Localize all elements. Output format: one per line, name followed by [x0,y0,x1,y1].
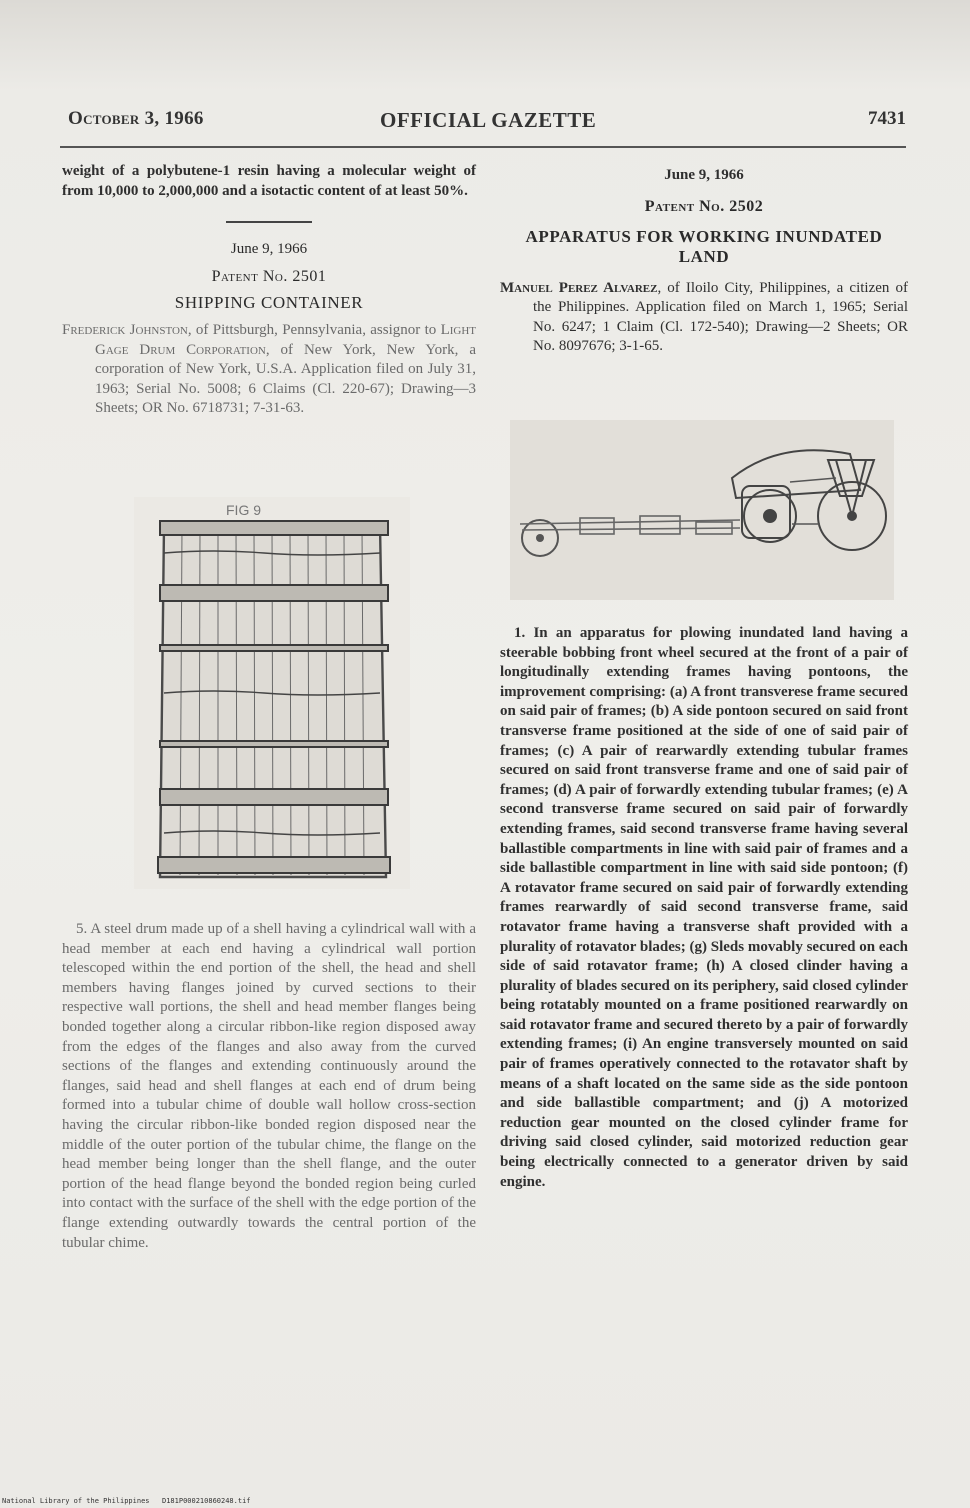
patent-2501-assignee: Light Gage Drum Corporation [95,322,476,358]
patent-2502-inventor: Manuel Perez Alvarez [500,279,658,296]
drum-drawing [134,497,410,889]
patent-2501-date: June 9, 1966 [230,241,308,257]
patent-2501-claim: 5. A steel drum made up of a shell having a cylindrical wall with a head member at each end having a cylindrical wall portion telescoped within the end portion of the shell, the head and shell members having flanges joined by curved sections to their respective wall portions, the shell and head member flanges being bonded together along a circular ribbon-like region disposed away from the edges of the flanges and also away from the curved sections of the flanges and extending continuously around the flanges, said head and shell flanges at each end of drum being formed into a tubular chime of double wall hollow cross-section having the circular ribbon-like bonded region disposed near the middle of the outer portion of the tubular chime, the flange on the head member being longer than the shell flange, and the outer portion of the head flange beyond the bonded region being curled into contact with the surface of the shell with the edge portion of the flange extending outwardly towards the central portion of the tubular chime. [62,921,476,1251]
left-column-top [62,162,476,419]
header-page-number: 7431 [868,108,906,129]
patent-2501-inventor-text: , of Pittsburgh, Pennsylvania, assignor to [187,322,441,338]
patent-2502-claim: 1. In an apparatus for plowing inundated land having a steerable bobbing front wheel secured at the front of a pair of longitudinally extending frames having pontoons, the improvement comprising: (a) A front transverese frame secured on said pair of frames; (b) A side pontoon secured on said front transverse frame positioned at the side of one of said pair of frames; (c) A pair of rearwardly extending tubular frames secured on said front transverse frame and one of said pair of frames; (d) A pair of forwardly extending tubular frames; (e) A second transverse frame secured on said pair of forwardly extending frames, said second transverse frame having several ballastible compartments in line with said pair of frames and a side ballastible compartment in line with said side pontoon; (f) A rotavator frame secured on said pair of forwardly extending frames rearwardly of said second transverse frame, said rotavator frame having a transverse shaft provided with a plurality of rotavator blades; (g) Sleds movably secured on each side of said rotavator frame; (h) A closed clinder having a plurality of blades secured on its periphery, said closed cylinder being rotatably mounted on a frame positioned rearwardly on said rotavator frame and secured thereto by a pair of forwardly extending frames; (i) An engine transversely mounted on said pair of frames operatively connected to the rotavator shaft by means of a shaft located on the same side as the side pontoon and side ballastible compartment; and (j) A motorized reduction gear mounted on the closed cylinder frame for driving said closed cylinder, said motorized reduction gear being electrically connected to a generator driven by said engine. [500,625,908,1190]
patent-2501-number: Patent No. 2501 [211,268,327,285]
shipping-container-figure [134,497,410,889]
inundated-land-apparatus-figure [510,420,894,600]
patent-2501-applicant [62,321,476,419]
section-divider [226,221,312,223]
header-title: OFFICIAL GAZETTE [380,108,597,132]
footer-library: National Library of the Philippines [2,1497,150,1505]
apparatus-drawing [510,420,894,600]
continued-claim-text: weight of a polybutene-1 resin having a molecular weight of from 10,000 to 2,000,000 and a isotactic content of at least 50%. [62,163,476,199]
patent-2502-application: , of Iloilo City, Philippines, a citizen of the Philippines. Application filed on March 1, 1965; Serial No. 6247; 1 Claim (Cl. 172-540); Drawing—2 Sheets; OR No. 8097676; 3-1-65. [533,279,908,354]
header-date: October 3, 1966 [68,108,204,129]
patent-2502-applicant [500,279,908,357]
patent-2502-title: APPARATUS FOR WORKING INUNDATED LAND [525,226,883,266]
figure-label: FIG 9 [226,502,262,518]
patent-2502-date: June 9, 1966 [664,167,744,183]
footer-file-id: D181P000210860248.tif [162,1497,251,1505]
scan-footer [0,1497,970,1508]
right-column-claim [500,624,908,1192]
patent-2502-number: Patent No. 2502 [644,197,764,215]
patent-2501-inventor: Frederick Johnston [62,322,188,338]
page-header [68,108,906,134]
header-rule [60,146,906,148]
left-column-claim [62,920,476,1253]
right-column-top [500,166,908,357]
patent-2501-application: , of New York, New York, a corporation of New York, U.S.A. Application filed on July 31, 1963; Serial No. 5008; 6 Claims (Cl. 220-67); Drawing—3 Sheets; OR No. 6718731; 7-31-63. [95,341,477,416]
patent-2501-title: SHIPPING CONTAINER [174,293,364,312]
